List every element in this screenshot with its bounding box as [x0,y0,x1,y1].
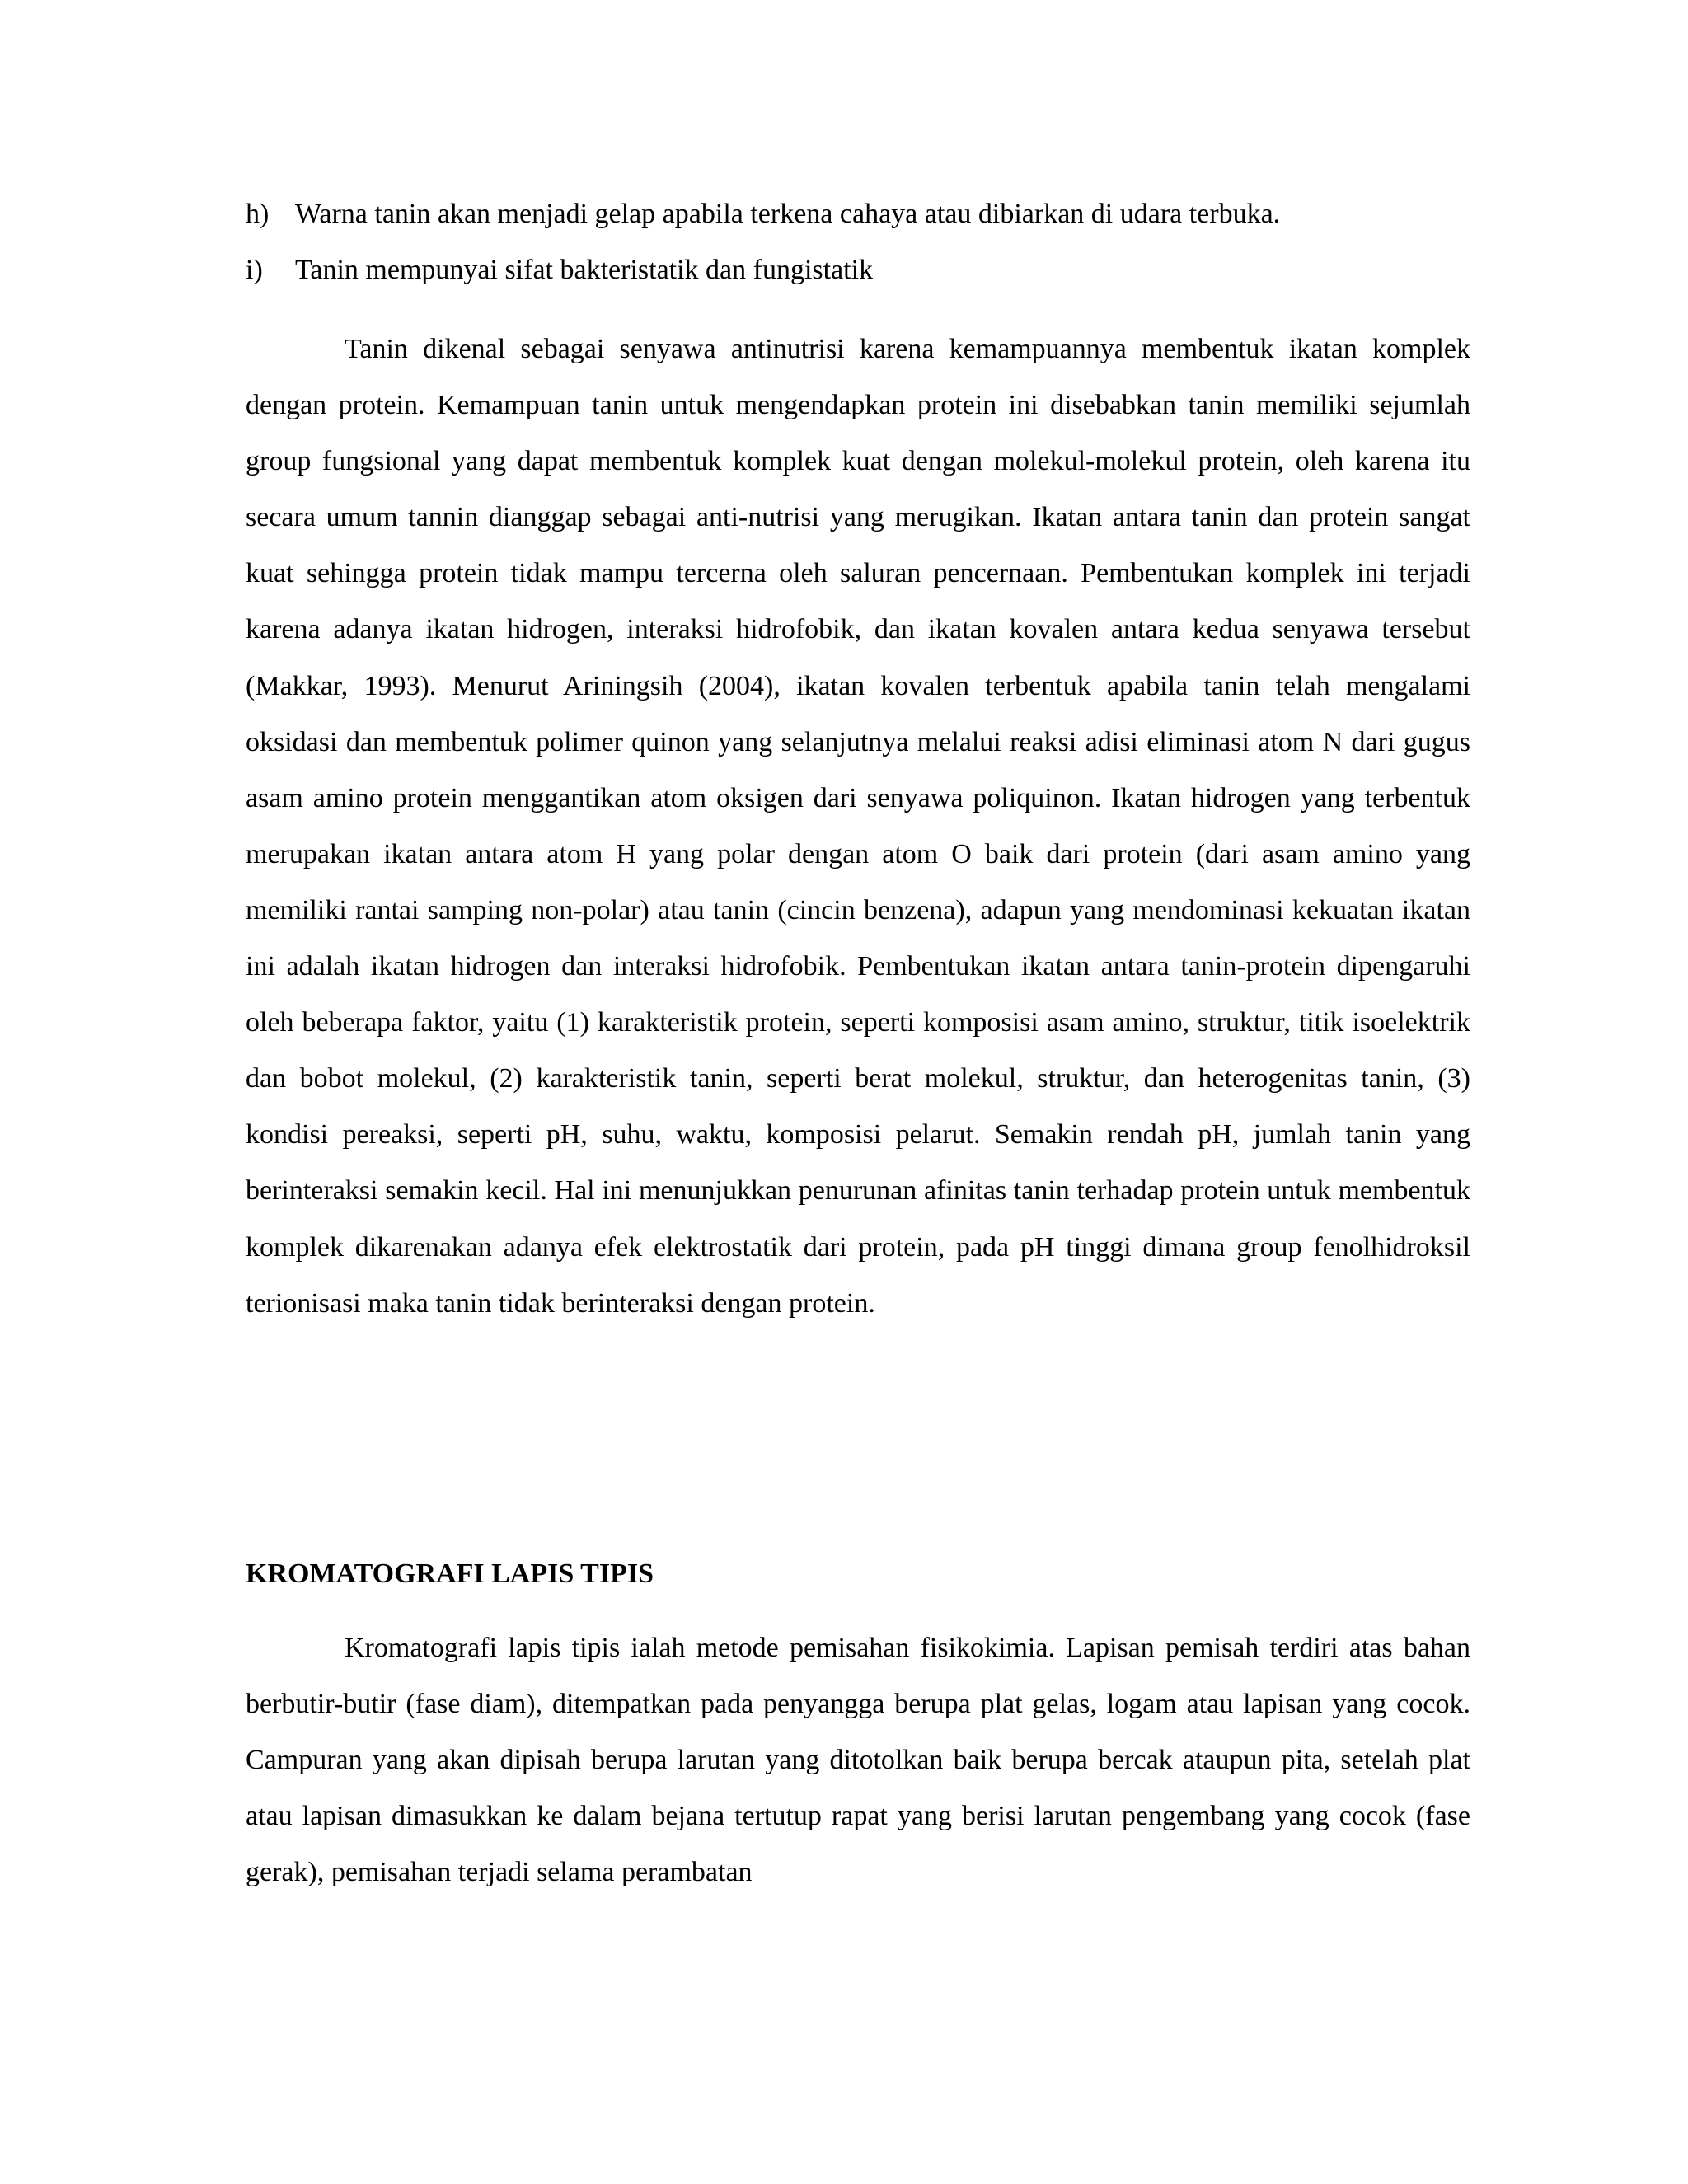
list-item-i [246,254,873,287]
paragraph-tanin: Tanin dikenal sebagai senyawa antinutrisi karena kemampuannya membentuk ikatan komplek dengan protein. Kemampuan tanin untuk mengendapkan protein ini disebabkan tanin memiliki sejumlah group fungsional yang dapat membentuk komplek kuat dengan molekul-molekul protein, oleh karena itu secara umum tannin dianggap sebagai anti-nutrisi yang merugikan. Ikatan antara tanin dan protein sangat kuat sehingga protein tidak mampu tercerna oleh saluran pencernaan. Pembentukan komplek ini terjadi karena adanya ikatan hidrogen, interaksi hidrofobik, dan ikatan kovalen antara kedua senyawa tersebut (Makkar, 1993). Menurut Ariningsih (2004), ikatan kovalen terbentuk apabila tanin telah mengalami oksidasi dan membentuk polimer quinon yang selanjutnya melalui reaksi adisi eliminasi atom N dari gugus asam amino protein menggantikan atom oksigen dari senyawa poliquinon. Ikatan hidrogen yang terbentuk merupakan ikatan antara atom H yang polar dengan atom O baik dari protein (dari asam amino yang memiliki rantai samping non-polar) atau tanin (cincin benzena), adapun yang mendominasi kekuatan ikatan ini adalah ikatan hidrogen dan interaksi hidrofobik. Pembentukan ikatan antara tanin-protein dipengaruhi oleh beberapa faktor, yaitu (1) karakteristik protein, seperti komposisi asam amino, struktur, titik isoelektrik dan bobot molekul, (2) karakteristik tanin, seperti berat molekul, struktur, dan heterogenitas tanin, (3) kondisi pereaksi, seperti pH, suhu, waktu, komposisi pelarut. Semakin rendah pH, jumlah tanin yang berinteraksi semakin kecil. Hal ini menunjukkan penurunan afinitas tanin terhadap protein untuk membentuk komplek dikarenakan adanya efek elektrostatik dari protein, pada pH tinggi dimana group fenolhidroksil terionisasi maka tanin tidak berinteraksi dengan protein. [246,334,1470,1319]
paragraph-kromatografi: Kromatografi lapis tipis ialah metode pemisahan fisikokimia. Lapisan pemisah terdiri atas bahan berbutir-butir (fase diam), ditempatkan pada penyangga berupa plat gelas, logam atau lapisan yang cocok. Campuran yang akan dipisah berupa larutan yang ditotolkan baik berupa bercak ataupun pita, setelah plat atau lapisan dimasukkan ke dalam bejana tertutup rapat yang berisi larutan pengembang yang cocok (fase gerak), pemisahan terjadi selama perambatan [246,1633,1470,1888]
list-item-h [246,198,1280,231]
list-marker: h) [246,199,270,229]
list-marker: i) [246,255,263,285]
list-item-text: Tanin mempunyai sifat bakteristatik dan fungistatik [295,255,874,285]
section-heading: KROMATOGRAFI LAPIS TIPIS [246,1558,654,1589]
list-item-text: Warna tanin akan menjadi gelap apabila terkena cahaya atau dibiarkan di udara terbuka. [295,199,1281,229]
